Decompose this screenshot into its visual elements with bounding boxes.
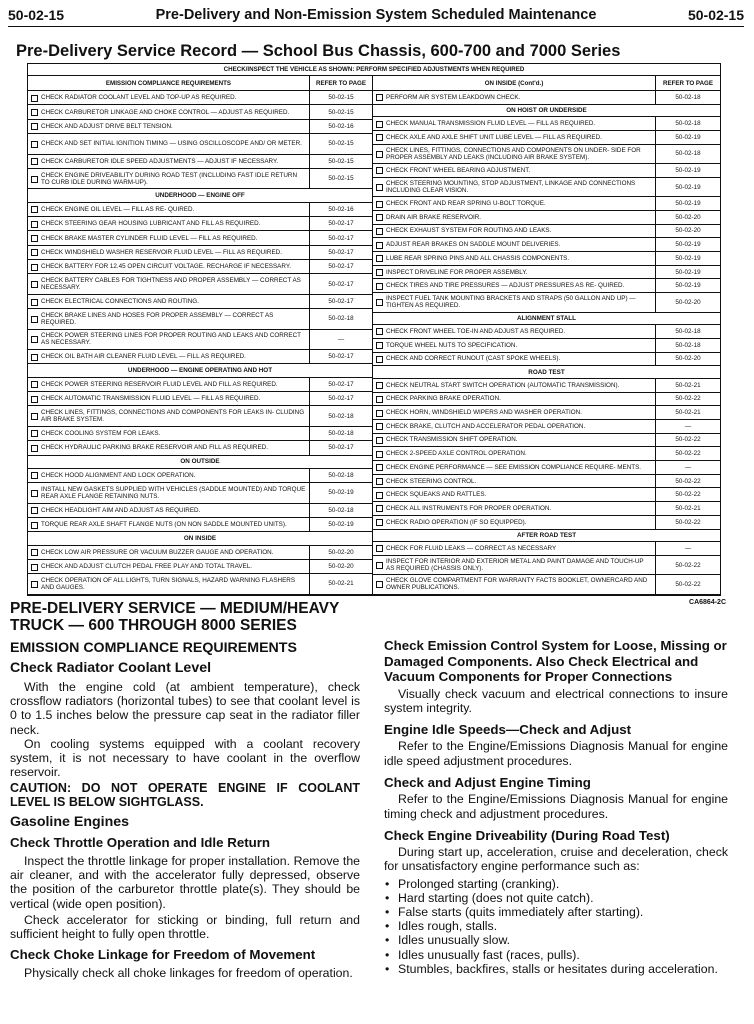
reference-page: 50-02-22 (655, 488, 720, 501)
reference-page: 50-02-18 (655, 339, 720, 352)
caution-text: CAUTION: DO NOT OPERATE ENGINE IF COOLANT LEVEL IS BELOW SIGHTGLASS. (10, 781, 360, 810)
reference-page: — (655, 542, 720, 555)
checklist-row[interactable] (28, 483, 372, 503)
checklist-row[interactable] (373, 164, 720, 178)
checklist-item-text: INSPECT DRIVELINE FOR PROPER ASSEMBLY. (373, 266, 655, 279)
reference-page: 50-02-19 (655, 266, 720, 279)
idle-speed-heading: Engine Idle Speeds—Check and Adjust (384, 721, 632, 737)
checklist-item-text: CHECK AND ADJUST CLUTCH PEDAL FREE PLAY AND TOTAL TRAVEL. (28, 560, 309, 573)
checklist-item-text: CHECK TRANSMISSION SHIFT OPERATION. (373, 434, 655, 447)
checklist-item-text: CHECK EXHAUST SYSTEM FOR ROUTING AND LEAKS. (373, 225, 655, 238)
driveability-paragraph: During start up, acceleration, cruise and deceleration, check for unsatisfactory engine performance such as: (384, 845, 728, 874)
checklist-item-text: CHECK ELECTRICAL CONNECTIONS AND ROUTING. (28, 295, 309, 308)
checklist-item-text: CHECK RADIO OPERATION (IF SO EQUIPPED). (373, 516, 655, 529)
reference-page: 50-02-22 (655, 556, 720, 574)
list-item: • False starts (quits immediately after starting). (384, 905, 728, 919)
reference-page: 50-02-18 (309, 427, 372, 440)
reference-page: 50-02-19 (655, 197, 720, 210)
checklist-row[interactable] (373, 339, 720, 353)
checklist-item-text: CHECK OIL BATH AIR CLEANER FLUID LEVEL — FILL AS REQUIRED. (28, 350, 309, 363)
checklist-item-text: CHECK FRONT WHEEL BEARING ADJUSTMENT. (373, 164, 655, 177)
throttle-heading: Check Throttle Operation and Idle Return (10, 835, 271, 851)
checklist-row[interactable] (373, 556, 720, 575)
checklist-item-text: TORQUE REAR AXLE SHAFT FLANGE NUTS (ON NON SADDLE MOUNTED UNITS). (28, 518, 309, 531)
page-header (8, 4, 744, 27)
checklist-item-text: CHECK WINDSHIELD WASHER RESERVOIR FLUID LEVEL — FILL AS REQUIRED. (28, 246, 309, 259)
reference-page: 50-02-22 (655, 516, 720, 529)
checklist-row[interactable] (28, 260, 372, 274)
reference-page: 50-02-16 (309, 120, 372, 133)
checklist-row[interactable] (373, 178, 720, 197)
checklist-item-text: DRAIN AIR BRAKE RESERVOIR. (373, 211, 655, 224)
reference-page: 50-02-20 (309, 560, 372, 573)
checklist-row[interactable] (28, 134, 372, 154)
list-item: • Idles unusually fast (races, pulls). (384, 948, 728, 962)
checklist-item-text: CHECK MANUAL TRANSMISSION FLUID LEVEL — FILL AS REQUIRED. (373, 117, 655, 130)
pre-delivery-record-form (27, 63, 721, 596)
checklist-row[interactable] (28, 441, 372, 455)
checklist-row[interactable] (373, 238, 720, 252)
checklist-item-text: INSPECT FUEL TANK MOUNTING BRACKETS AND STRAPS (50 GALLON AND UP) — TIGHTEN AS REQUIRED. (373, 293, 655, 311)
list-item: • Prolonged starting (cranking). (384, 877, 728, 891)
checklist-item-text: PERFORM AIR SYSTEM LEAKDOWN CHECK. (373, 91, 655, 104)
checklist-item-text: CHECK BRAKE MASTER CYLINDER FLUID LEVEL — FILL AS REQUIRED. (28, 231, 309, 244)
driveability-heading: Check Engine Driveability (During Road Test) (384, 827, 670, 843)
page-number-left: 50-02-15 (8, 7, 65, 23)
checklist-row[interactable] (28, 504, 372, 518)
right-text-column (384, 638, 728, 976)
right-column-header (373, 76, 720, 91)
checklist-item-text: CHECK ENGINE DRIVEABILITY DURING ROAD TEST (INCLUDING FAST IDLE RETURN TO CURB IDLE DURING WARM-UP). (28, 169, 309, 188)
emission-control-paragraph: Visually check vacuum and electrical connections to insure system integrity. (384, 686, 728, 715)
page-number-right: 50-02-15 (687, 7, 744, 23)
reference-page: 50-02-19 (309, 483, 372, 502)
checklist-item-text: CHECK GLOVE COMPARTMENT FOR WARRANTY FACTS BOOKLET, OWNERCARD AND OWNER PUBLICATIONS. (373, 575, 655, 593)
checklist-row[interactable] (373, 420, 720, 434)
checklist-item-text: CHECK FOR FLUID LEAKS — CORRECT AS NECESSARY (373, 542, 655, 555)
checklist-row[interactable] (28, 274, 372, 294)
checklist-item-text: CHECK AND SET INITIAL IGNITION TIMING — USING OSCILLOSCOPE AND/ OR METER. (28, 134, 309, 153)
checklist-item-text: CHECK FRONT WHEEL TOE-IN AND ADJUST AS REQUIRED. (373, 325, 655, 338)
checklist-item-text: CHECK RADIATOR COOLANT LEVEL AND TOP-UP AS REQUIRED. (28, 91, 309, 104)
reference-page: 50-02-19 (655, 279, 720, 292)
checklist-row[interactable] (28, 350, 372, 364)
timing-paragraph: Refer to the Engine/Emissions Diagnosis Manual for engine timing check and adjustment procedures. (384, 792, 728, 821)
reference-page: 50-02-16 (309, 203, 372, 216)
checklist-item-text: INSTALL NEW GASKETS SUPPLIED WITH VEHICLES (SADDLE MOUNTED) AND TORQUE REAR AXLE FLANGE RETAINING NUTS. (28, 483, 309, 502)
list-item: • Stumbles, backfires, stalls or hesitates during acceleration. (384, 962, 728, 976)
reference-page: 50-02-22 (655, 393, 720, 406)
reference-page: 50-02-21 (309, 574, 372, 593)
checklist-row[interactable] (373, 325, 720, 339)
gasoline-heading: Gasoline Engines (10, 814, 130, 831)
throttle-paragraph-2: Check accelerator for sticking or binding, full return and sufficient height to fully open throttle. (10, 912, 360, 941)
checklist-item-text: TORQUE WHEEL NUTS TO SPECIFICATION. (373, 339, 655, 352)
reference-page: 50-02-22 (655, 434, 720, 447)
reference-page: 50-02-17 (309, 295, 372, 308)
radiator-paragraph-1: With the engine cold (at ambient temperature), check crossflow radiators (horizontal tubes) to see that coolant level is 0 to 1.5 inches below the pressure cap seat in the radiator filler neck. (10, 680, 360, 737)
checklist-item-text: CHECK POWER STEERING RESERVOIR FLUID LEVEL AND FILL AS REQUIRED. (28, 378, 309, 391)
checklist-item-text: CHECK HOOD ALIGNMENT AND LOCK OPERATION. (28, 469, 309, 482)
reference-page: 50-02-18 (655, 145, 720, 163)
section-header: ON HOIST OR UNDERSIDE (373, 105, 720, 118)
reference-page: 50-02-17 (309, 441, 372, 454)
reference-page: 50-02-15 (309, 91, 372, 104)
checklist-item-text: CHECK BRAKE, CLUTCH AND ACCELERATOR PEDAL OPERATION. (373, 420, 655, 433)
reference-page: 50-02-20 (655, 225, 720, 238)
reference-page: 50-02-15 (309, 134, 372, 153)
checklist-item-text: CHECK STEERING CONTROL. (373, 475, 655, 488)
emission-compliance-header: EMISSION COMPLIANCE REQUIREMENTS (28, 76, 310, 90)
checklist-row[interactable] (373, 406, 720, 420)
checklist-item-text: CHECK HYDRAULIC PARKING BRAKE RESERVOIR AND FILL AS REQUIRED. (28, 441, 309, 454)
checklist-item-text: CHECK FRONT AND REAR SPRING U-BOLT TORQUE. (373, 197, 655, 210)
checklist-row[interactable] (373, 542, 720, 556)
checklist-item-text: CHECK 2-SPEED AXLE CONTROL OPERATION. (373, 447, 655, 460)
radiator-paragraph-2: On cooling systems equipped with a coolant recovery system, it is not necessary to have coolant in the overflow reservoir. (10, 736, 360, 780)
checklist-row[interactable] (373, 293, 720, 312)
checklist-item-text: CHECK CARBURETOR LINKAGE AND CHOKE CONTROL — ADJUST AS REQUIRED. (28, 105, 309, 118)
reference-page: 50-02-19 (309, 518, 372, 531)
checklist-item-text: CHECK ENGINE OIL LEVEL — FILL AS RE- QUIRED. (28, 203, 309, 216)
checklist-row[interactable] (28, 155, 372, 169)
checklist-item-text: CHECK TIRES AND TIRE PRESSURES — ADJUST PRESSURES AS RE- QUIRED. (373, 279, 655, 292)
refer-to-page-header: REFER TO PAGE (316, 79, 366, 87)
checklist-row[interactable] (28, 231, 372, 245)
checklist-row[interactable] (28, 91, 372, 105)
checklist-item-text: CHECK AND CORRECT RUNOUT (CAST SPOKE WHEELS). (373, 353, 655, 366)
checklist-item-text: CHECK CARBURETOR IDLE SPEED ADJUSTMENTS — ADJUST IF NECESSARY. (28, 155, 309, 168)
section-header: UNDERHOOD — ENGINE OFF (28, 189, 372, 202)
reference-page: 50-02-20 (655, 211, 720, 224)
checklist-row[interactable] (373, 225, 720, 239)
reference-page: 50-02-15 (309, 155, 372, 168)
checklist-row[interactable] (373, 131, 720, 145)
reference-page: 50-02-18 (309, 504, 372, 517)
checklist-row[interactable] (373, 266, 720, 280)
reference-page: 50-02-21 (655, 379, 720, 392)
choke-heading: Check Choke Linkage for Freedom of Movement (10, 947, 316, 963)
checklist-row[interactable] (373, 211, 720, 225)
checklist-row[interactable] (373, 393, 720, 407)
checklist-item-text: CHECK STEERING MOUNTING, STOP ADJUSTMENT, LINKAGE AND CONNECTIONS INCLUDING CLEAR VISION. (373, 178, 655, 196)
form-right-column (373, 76, 720, 595)
timing-heading: Check and Adjust Engine Timing (384, 774, 591, 790)
checklist-row[interactable] (28, 469, 372, 483)
reference-page: 50-02-22 (655, 447, 720, 460)
throttle-paragraph-1: Inspect the throttle linkage for proper installation. Remove the air cleaner, and with the accelerator fully depressed, observe the position of the carburetor throttle plate(s). They should be vertical (wide open position). (10, 853, 360, 911)
reference-page: 50-02-17 (309, 260, 372, 273)
checklist-row[interactable] (373, 447, 720, 461)
checklist-row[interactable] (373, 353, 720, 367)
checklist-item-text: CHECK PARKING BRAKE OPERATION. (373, 393, 655, 406)
checklist-item-text: INSPECT FOR INTERIOR AND EXTERIOR METAL AND PAINT DAMAGE AND TOUCH-UP AS REQUIRED (CHASSIS ONLY). (373, 556, 655, 574)
checklist-item-text: CHECK LINES, FITTINGS, CONNECTIONS AND COMPONENTS FOR LEAKS IN- CLUDING AIR BRAKE SYSTEM. (28, 406, 309, 425)
checklist-row[interactable] (28, 560, 372, 574)
checklist-row[interactable] (28, 295, 372, 309)
checklist-item-text: CHECK NEUTRAL START SWITCH OPERATION (AUTOMATIC TRANSMISSION). (373, 379, 655, 392)
checklist-item-text: CHECK LINES, FITTINGS, CONNECTIONS AND COMPONENTS ON UNDER- SIDE FOR PROPER ASSEMBLY AND LEAKS (INCLUDING AIR BRAKE SYSTEM). (373, 145, 655, 163)
reference-page: 50-02-18 (655, 117, 720, 130)
section-title: PRE-DELIVERY SERVICE — MEDIUM/HEAVY TRUCK — 600 THROUGH 8000 SERIES (10, 600, 340, 634)
section-header: ROAD TEST (373, 366, 720, 379)
reference-page: 50-02-22 (655, 475, 720, 488)
figure-code: CA6864-2C (689, 599, 726, 606)
checklist-item-text: CHECK HEADLIGHT AIM AND ADJUST AS REQUIRED. (28, 504, 309, 517)
checklist-row[interactable] (373, 434, 720, 448)
list-item: • Idles rough, stalls. (384, 919, 728, 933)
reference-page: 50-02-17 (309, 246, 372, 259)
checklist-item-text: CHECK AND ADJUST DRIVE BELT TENSION. (28, 120, 309, 133)
choke-paragraph: Physically check all choke linkages for freedom of operation. (24, 965, 353, 980)
checklist-row[interactable] (373, 279, 720, 293)
checklist-item-text: CHECK OPERATION OF ALL LIGHTS, TURN SIGNALS, HAZARD WARNING FLASHERS AND GAUGES. (28, 574, 309, 593)
section-header: UNDERHOOD — ENGINE OPERATING AND HOT (28, 364, 372, 377)
checklist-row[interactable] (373, 117, 720, 131)
refer-to-page-header: REFER TO PAGE (663, 79, 713, 87)
checklist-item-text: CHECK BATTERY FOR 12.45 OPEN CIRCUIT VOLTAGE. RECHARGE IF NECESSARY. (28, 260, 309, 273)
checklist-row[interactable] (28, 169, 372, 189)
checklist-item-text: CHECK COOLING SYSTEM FOR LEAKS. (28, 427, 309, 440)
checklist-item-text: CHECK AXLE AND AXLE SHIFT UNIT LUBE LEVEL — FILL AS REQUIRED. (373, 131, 655, 144)
reference-page: 50-02-17 (309, 274, 372, 293)
record-title: Pre-Delivery Service Record — School Bus Chassis, 600-700 and 7000 Series (16, 42, 621, 60)
checklist-item-text: CHECK ENGINE PERFORMANCE — SEE EMISSION COMPLIANCE REQUIRE- MENTS. (373, 461, 655, 474)
checklist-item-text: CHECK AUTOMATIC TRANSMISSION FLUID LEVEL — FILL AS REQUIRED. (28, 392, 309, 405)
reference-page: 50-02-19 (655, 164, 720, 177)
section-header: ON INSIDE (28, 532, 372, 545)
checklist-row[interactable] (28, 518, 372, 532)
checklist-row[interactable] (28, 574, 372, 594)
checklist-item-text: ADJUST REAR BRAKES ON SADDLE MOUNT DELIVERIES. (373, 238, 655, 251)
checklist-row[interactable] (373, 461, 720, 475)
checklist-row[interactable] (373, 252, 720, 266)
reference-page: 50-02-18 (309, 406, 372, 425)
checklist-row[interactable] (373, 197, 720, 211)
reference-page: 50-02-19 (655, 252, 720, 265)
checklist-row[interactable] (28, 203, 372, 217)
checklist-row[interactable] (373, 379, 720, 393)
reference-page: 50-02-20 (655, 293, 720, 311)
checklist-row[interactable] (28, 406, 372, 426)
checklist-row[interactable] (28, 392, 372, 406)
page-title: Pre-Delivery and Non-Emission System Scheduled Maintenance (155, 7, 597, 23)
checklist-row[interactable] (28, 309, 372, 329)
reference-page: 50-02-15 (309, 105, 372, 118)
section-header: ALIGNMENT STALL (373, 313, 720, 326)
checklist-row[interactable] (373, 575, 720, 594)
section-header: AFTER ROAD TEST (373, 530, 720, 543)
left-text-column (10, 600, 360, 980)
list-item: • Idles unusually slow. (384, 933, 728, 947)
reference-page: 50-02-18 (655, 91, 720, 104)
checklist-item-text: CHECK HORN, WINDSHIELD WIPERS AND WASHER OPERATION. (373, 406, 655, 419)
reference-page: 50-02-17 (309, 392, 372, 405)
checklist-row[interactable] (28, 330, 372, 350)
checklist-row[interactable] (28, 246, 372, 260)
checklist-item-text: CHECK ALL INSTRUMENTS FOR PROPER OPERATION. (373, 502, 655, 515)
reference-page: 50-02-19 (655, 178, 720, 196)
checklist-row[interactable] (28, 427, 372, 441)
radiator-heading: Check Radiator Coolant Level (10, 660, 212, 676)
checklist-item-text: CHECK LOW AIR PRESSURE OR VACUUM BUZZER GAUGE AND OPERATION. (28, 546, 309, 559)
checklist-item-text: CHECK POWER STEERING LINES FOR PROPER ROUTING AND LEAKS AND CORRECT AS NECESSARY. (28, 330, 309, 349)
checklist-row[interactable] (28, 546, 372, 560)
left-column-header (28, 76, 372, 91)
checklist-row[interactable] (28, 120, 372, 134)
checklist-row[interactable] (28, 378, 372, 392)
checklist-row[interactable] (28, 217, 372, 231)
emission-heading: EMISSION COMPLIANCE REQUIREMENTS (10, 640, 297, 656)
idle-speed-paragraph: Refer to the Engine/Emissions Diagnosis Manual for engine idle speed adjustment procedures. (384, 739, 728, 768)
reference-page: 50-02-17 (309, 378, 372, 391)
list-item: • Hard starting (does not quite catch). (384, 891, 728, 905)
reference-page: 50-02-17 (309, 231, 372, 244)
checklist-item-text: CHECK STEERING GEAR HOUSING LUBRICANT AND FILL AS REQUIRED. (28, 217, 309, 230)
checklist-item-text: CHECK SQUEAKS AND RATTLES. (373, 488, 655, 501)
checklist-row[interactable] (373, 145, 720, 164)
reference-page: 50-02-15 (309, 169, 372, 188)
checklist-item-text: CHECK BATTERY CABLES FOR TIGHTNESS AND PROPER ASSEMBLY — CORRECT AS NECESSARY. (28, 274, 309, 293)
reference-page: 50-02-19 (655, 131, 720, 144)
checklist-item-text: LUBE REAR SPRING PINS AND ALL CHASSIS COMPONENTS. (373, 252, 655, 265)
on-inside-contd-header: ON INSIDE (Cont'd.) (373, 76, 656, 90)
form-left-column (28, 76, 373, 595)
reference-page: 50-02-19 (655, 238, 720, 251)
emission-control-heading: Check Emission Control System for Loose, Missing or Damaged Components. Also Check Electrical and Vacuum Components for Proper Connections (384, 638, 727, 684)
reference-page: 50-02-18 (309, 469, 372, 482)
reference-page: 50-02-22 (655, 575, 720, 593)
checklist-row[interactable] (373, 502, 720, 516)
reference-page: 50-02-20 (309, 546, 372, 559)
reference-page: — (655, 461, 720, 474)
reference-page: 50-02-21 (655, 502, 720, 515)
reference-page: 50-02-17 (309, 350, 372, 363)
reference-page: — (309, 330, 372, 349)
checklist-row[interactable] (373, 516, 720, 530)
reference-page: 50-02-20 (655, 353, 720, 366)
reference-page: 50-02-17 (309, 217, 372, 230)
reference-page: — (655, 420, 720, 433)
form-instructions: CHECK/INSPECT THE VEHICLE AS SHOWN: PERFORM SPECIFIED ADJUSTMENTS WHEN REQUIRED (28, 64, 720, 76)
reference-page: 50-02-18 (655, 325, 720, 338)
section-header: ON OUTSIDE (28, 456, 372, 469)
reference-page: 50-02-18 (309, 309, 372, 328)
checklist-item-text: CHECK BRAKE LINES AND HOSES FOR PROPER ASSEMBLY — CORRECT AS REQUIRED. (28, 309, 309, 328)
checklist-row[interactable] (373, 91, 720, 105)
checklist-row[interactable] (373, 488, 720, 502)
driveability-symptom-list (384, 877, 728, 976)
reference-page: 50-02-21 (655, 406, 720, 419)
checklist-row[interactable] (373, 475, 720, 489)
checklist-row[interactable] (28, 105, 372, 119)
